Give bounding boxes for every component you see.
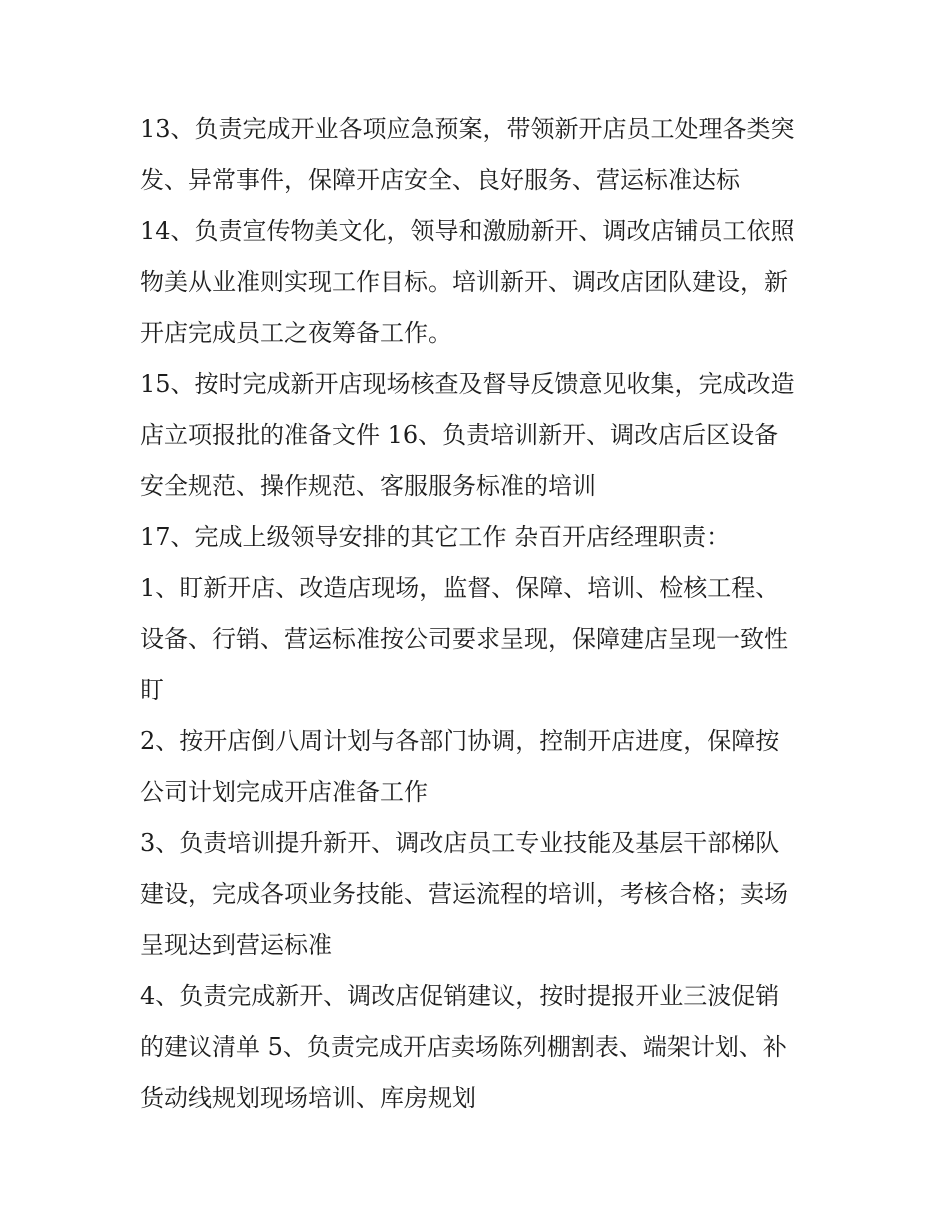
text-line: 建设，完成各项业务技能、营运流程的培训，考核合格；卖场 (140, 880, 788, 908)
text-line: 呈现达到营运标准 (140, 931, 332, 959)
text-line: 3、负责培训提升新开、调改店员工专业技能及基层干部梯队 (140, 829, 780, 857)
text-line: 货动线规划现场培训、库房规划 (140, 1084, 476, 1112)
text-line: 物美从业准则实现工作目标。培训新开、调改店团队建设，新 (140, 268, 788, 296)
text-line: 1、盯新开店、改造店现场，监督、保障、培训、检核工程、 (140, 574, 780, 602)
text-line: 2、按开店倒八周计划与各部门协调，控制开店进度，保障按 (140, 727, 780, 755)
text-line: 13、负责完成开业各项应急预案，带领新开店员工处理各类突 (140, 115, 795, 143)
text-line: 店立项报批的准备文件 16、负责培训新开、调改店后区设备 (140, 421, 779, 449)
document-body (140, 104, 820, 1124)
text-line: 15、按时完成新开店现场核查及督导反馈意见收集，完成改造 (140, 370, 795, 398)
text-line: 17、完成上级领导安排的其它工作 杂百开店经理职责： (140, 523, 731, 551)
text-line: 安全规范、操作规范、客服服务标准的培训 (140, 472, 596, 500)
text-line: 公司计划完成开店准备工作 (140, 778, 428, 806)
text-line: 4、负责完成新开、调改店促销建议，按时提报开业三波促销 (140, 982, 780, 1010)
text-line: 设备、行销、营运标准按公司要求呈现，保障建店呈现一致性 (140, 625, 788, 653)
text-line: 盯 (140, 676, 164, 704)
text-line: 发、异常事件，保障开店安全、良好服务、营运标准达标 (140, 166, 740, 194)
text-line: 开店完成员工之夜筹备工作。 (140, 319, 452, 347)
text-line: 14、负责宣传物美文化，领导和激励新开、调改店铺员工依照 (140, 217, 795, 245)
text-line: 的建议清单 5、负责完成开店卖场陈列棚割表、端架计划、补 (140, 1033, 787, 1061)
